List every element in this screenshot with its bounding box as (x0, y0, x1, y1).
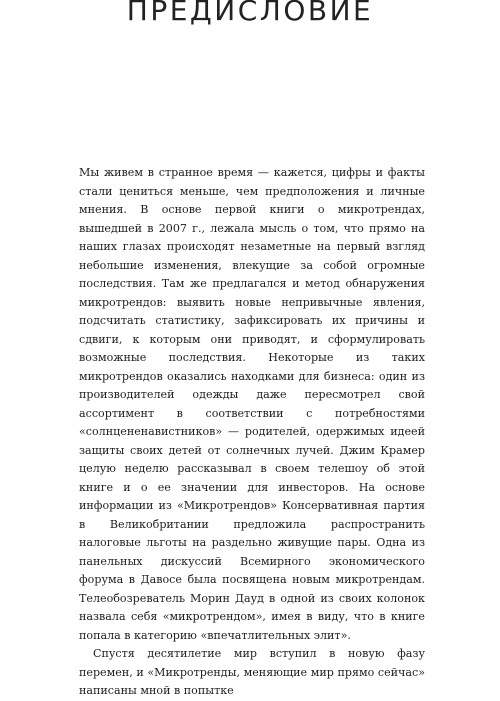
page-title: ПРЕДИСЛОВИЕ (126, 0, 374, 27)
paragraph-2: Спустя десятилетие мир вступил в новую фазу перемен, и «Микротренды, меняющие мир прямо сейчас» написаны мной в попытке (79, 647, 425, 697)
body-text (79, 164, 425, 701)
paragraph-1: Мы живем в странное время — кажется, цифры и факты стали цениться меньше, чем предположения и личные мнения. В основе первой книги о микротрендах, вышедшей в 2007 г., лежала мысль о том, что прямо на наших глазах происходят незаметные на первый взгляд небольшие изменения, влекущие за собой огромные последствия. Там же предлагался и метод обнаружения микротрендов: выявить новые непривычные явления, подсчитать статистику, зафиксировать их причины и сдвиги, к которым они приводят, и сформулировать возможные последствия. Некоторые из таких микротрендов оказались находками для бизнеса: один из производителей одежды даже пересмотрел свой ассортимент в соответствии с потребностями «солнцененавистников» — родителей, одержимых идеей защиты своих детей от солнечных лучей. Джим Крамер целую неделю рассказывал в своем телешоу об этой книге и о ее значении для инвесторов. На основе информации из «Микротрендов» Консервативная партия в Великобритании предложила распространить налоговые льготы на раздельно живущие пары. Одна из панельных дискуссий Всемирного экономического форума в Давосе была посвящена новым микротрендам. Телеобозреватель Морин Дауд в одной из своих колонок назвала себя «микротрендом», имея в виду, что в книге попала в категорию «впечатлительных элит». (79, 166, 425, 642)
